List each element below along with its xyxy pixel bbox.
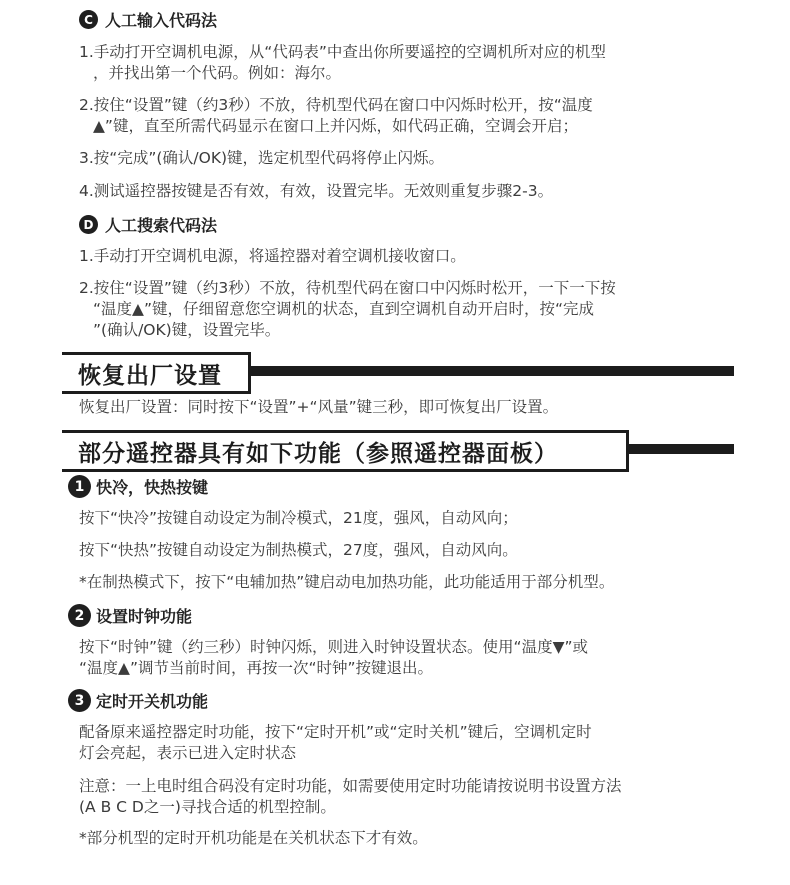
- feature-1-title: 快冷，快热按键: [96, 478, 209, 497]
- feature-1-badge: 1: [68, 475, 91, 498]
- reset-banner-box: [62, 352, 251, 394]
- feature-1-para-3: *在制热模式下，按下“电辅加热”键启动电加热功能，此功能适用于部分机型。: [79, 573, 615, 591]
- feature-1-para-1: 按下“快冷”按键自动设定为制冷模式，21度，强风，自动风向；: [79, 509, 518, 527]
- section-c-step-4: 4.测试遥控器按键是否有效，有效，设置完毕。无效则重复步骤2-3。: [79, 182, 554, 200]
- section-d-heading: [79, 213, 217, 236]
- feature-2-heading: [68, 604, 192, 627]
- section-c-step-3: 3.按“完成”(确认/OK)键，选定机型代码将停止闪烁。: [79, 149, 445, 167]
- section-d-step-1: 1.手动打开空调机电源，将遥控器对着空调机接收窗口。: [79, 247, 466, 265]
- feature-2-para-1: 按下“时钟”键（约三秒）时钟闪烁，则进入时钟设置状态。使用“温度▼”或 “温度▲”调节当前时间，再按一次“时钟”按键退出。: [79, 638, 589, 677]
- feature-3-para-3: *部分机型的定时开机功能是在关机状态下才有效。: [79, 829, 428, 847]
- feature-3-heading: [68, 689, 208, 712]
- reset-text: 恢复出厂设置：同时按下“设置”+“风量”键三秒，即可恢复出厂设置。: [79, 398, 559, 416]
- section-c-title: 人工输入代码法: [105, 11, 218, 30]
- section-c-step-1: 1.手动打开空调机电源，从“代码表”中查出你所要遥控的空调机所对应的机型 ，并找出第一个代码。例如：海尔。: [79, 43, 606, 82]
- feature-3-para-1: 配备原来遥控器定时功能，按下“定时开机”或“定时关机”键后，空调机定时 灯会亮起，表示已进入定时状态: [79, 723, 592, 762]
- feature-2-badge: 2: [68, 604, 91, 627]
- features-banner-box: [62, 430, 629, 472]
- section-c-step-2: 2.按住“设置”键（约3秒）不放，待机型代码在窗口中闪烁时松开，按“温度 ▲”键，直至所需代码显示在窗口上并闪烁，如代码正确，空调会开启；: [79, 96, 593, 135]
- features-banner-bar: [622, 444, 734, 454]
- feature-1-para-2: 按下“快热”按键自动设定为制热模式，27度，强风，自动风向。: [79, 541, 518, 559]
- feature-3-title: 定时开关机功能: [96, 692, 209, 711]
- feature-3-badge: 3: [68, 689, 91, 712]
- section-d-badge: D: [79, 215, 98, 234]
- reset-banner: [62, 352, 734, 392]
- feature-2-title: 设置时钟功能: [96, 607, 193, 626]
- section-d-title: 人工搜索代码法: [105, 216, 218, 235]
- section-c-heading: [79, 8, 217, 31]
- section-c-badge: C: [79, 10, 98, 29]
- reset-title: 恢复出厂设置: [78, 362, 222, 389]
- features-title: 部分遥控器具有如下功能（参照遥控器面板）: [78, 440, 558, 467]
- features-banner: [62, 430, 734, 470]
- feature-3-para-2: 注意：一上电时组合码没有定时功能，如需要使用定时功能请按说明书设置方法 (A B C D之一)寻找合适的机型控制。: [79, 777, 622, 816]
- reset-banner-bar: [242, 366, 734, 376]
- section-d-step-2: 2.按住“设置”键（约3秒）不放，待机型代码在窗口中闪烁时松开，一下一下按 “温度▲”键，仔细留意您空调机的状态，直到空调机自动开启时，按“完成 ”(确认/OK)键，设置完毕。: [79, 279, 616, 339]
- feature-1-heading: [68, 475, 208, 498]
